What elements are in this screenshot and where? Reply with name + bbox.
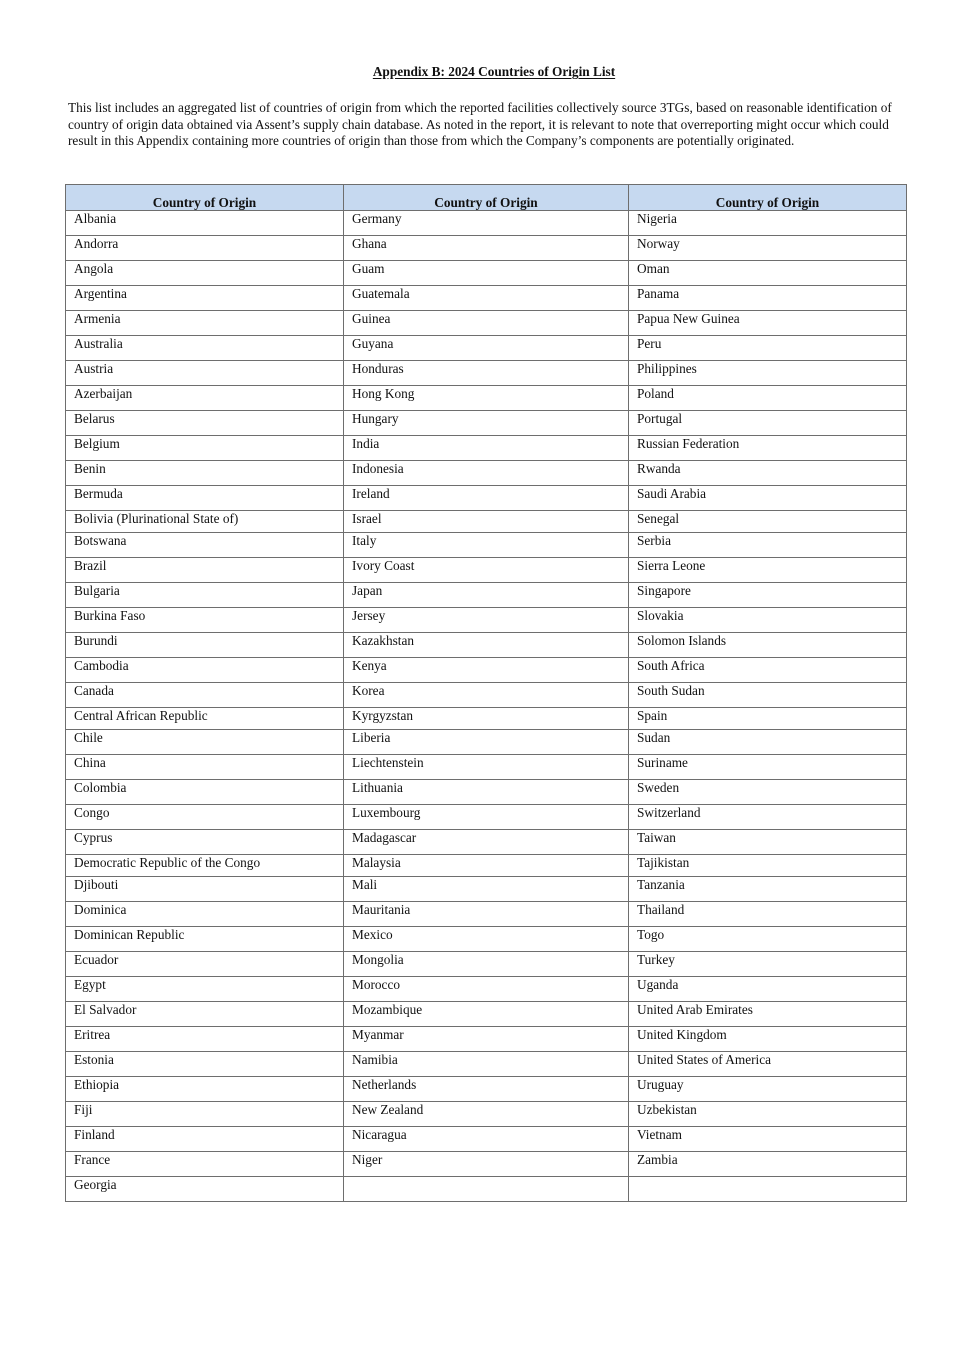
table-cell: Eritrea — [66, 1027, 344, 1052]
table-cell: Mongolia — [344, 952, 629, 977]
table-cell: Angola — [66, 261, 344, 286]
table-row — [66, 461, 907, 486]
table-row — [66, 977, 907, 1002]
table-cell: Estonia — [66, 1052, 344, 1077]
table-cell: Madagascar — [344, 830, 629, 855]
table-row — [66, 1177, 907, 1202]
table-row — [66, 658, 907, 683]
table-cell: Vietnam — [629, 1127, 907, 1152]
table-cell: Ghana — [344, 236, 629, 261]
countries-table — [65, 184, 907, 1202]
table-row — [66, 336, 907, 361]
table-cell: Liberia — [344, 730, 629, 755]
table-row — [66, 411, 907, 436]
table-cell: Uzbekistan — [629, 1102, 907, 1127]
table-row — [66, 583, 907, 608]
table-cell: Hungary — [344, 411, 629, 436]
table-cell: Uruguay — [629, 1077, 907, 1102]
table-cell: Brazil — [66, 558, 344, 583]
table-cell: Australia — [66, 336, 344, 361]
table-cell: Honduras — [344, 361, 629, 386]
table-cell: Ecuador — [66, 952, 344, 977]
table-cell: Ethiopia — [66, 1077, 344, 1102]
table-row — [66, 1127, 907, 1152]
table-cell: Togo — [629, 927, 907, 952]
table-cell: Oman — [629, 261, 907, 286]
table-cell: Andorra — [66, 236, 344, 261]
table-cell: Dominica — [66, 902, 344, 927]
table-cell: Mozambique — [344, 1002, 629, 1027]
table-cell: Guam — [344, 261, 629, 286]
table-cell: Poland — [629, 386, 907, 411]
table-cell: Turkey — [629, 952, 907, 977]
table-cell: Guinea — [344, 311, 629, 336]
table-cell: Rwanda — [629, 461, 907, 486]
table-cell: Japan — [344, 583, 629, 608]
table-row — [66, 361, 907, 386]
table-cell: Taiwan — [629, 830, 907, 855]
table-cell: South Africa — [629, 658, 907, 683]
table-cell: Spain — [629, 708, 907, 730]
table-cell: Bermuda — [66, 486, 344, 511]
table-cell: Uganda — [629, 977, 907, 1002]
table-row — [66, 261, 907, 286]
table-cell: Bolivia (Plurinational State of) — [66, 511, 344, 533]
table-cell: Azerbaijan — [66, 386, 344, 411]
table-row — [66, 708, 907, 730]
table-cell: Belgium — [66, 436, 344, 461]
table-cell: Botswana — [66, 533, 344, 558]
table-cell: Thailand — [629, 902, 907, 927]
table-row — [66, 1152, 907, 1177]
table-cell: Suriname — [629, 755, 907, 780]
table-cell: Serbia — [629, 533, 907, 558]
table-cell: Tanzania — [629, 877, 907, 902]
table-row — [66, 511, 907, 533]
table-cell: Mauritania — [344, 902, 629, 927]
table-cell: Benin — [66, 461, 344, 486]
table-cell: Ireland — [344, 486, 629, 511]
table-cell: Cambodia — [66, 658, 344, 683]
table-cell: Portugal — [629, 411, 907, 436]
table-cell: Burkina Faso — [66, 608, 344, 633]
table-cell: Slovakia — [629, 608, 907, 633]
table-row — [66, 311, 907, 336]
intro-paragraph: This list includes an aggregated list of countries of origin from which the reported facilities collectively source 3TGs, based on reasonable identification of country of origin data obtained via Assent’s supply chain database. As noted in the report, it is relevant to note that overreporting might occur which could result in this Appendix containing more countries of origin than those from which the Company’s components are potentially originated. — [68, 100, 892, 149]
table-cell: Albania — [66, 211, 344, 236]
table-cell: Guatemala — [344, 286, 629, 311]
table-cell: France — [66, 1152, 344, 1177]
table-cell: Germany — [344, 211, 629, 236]
table-cell: Hong Kong — [344, 386, 629, 411]
table-cell: Canada — [66, 683, 344, 708]
column-header: Country of Origin — [629, 185, 907, 211]
table-cell: Niger — [344, 1152, 629, 1177]
table-row — [66, 436, 907, 461]
table-cell: El Salvador — [66, 1002, 344, 1027]
table-cell — [344, 1177, 629, 1202]
column-header: Country of Origin — [344, 185, 629, 211]
table-cell: Kenya — [344, 658, 629, 683]
table-row — [66, 755, 907, 780]
table-cell: Papua New Guinea — [629, 311, 907, 336]
table-cell: United States of America — [629, 1052, 907, 1077]
table-row — [66, 1102, 907, 1127]
table-cell: Dominican Republic — [66, 927, 344, 952]
page-title: Appendix B: 2024 Countries of Origin List — [372, 64, 616, 79]
table-cell: Myanmar — [344, 1027, 629, 1052]
table-cell: Ivory Coast — [344, 558, 629, 583]
table-cell — [629, 1177, 907, 1202]
table-cell: United Kingdom — [629, 1027, 907, 1052]
table-cell: Jersey — [344, 608, 629, 633]
table-row — [66, 286, 907, 311]
table-cell: Namibia — [344, 1052, 629, 1077]
table-cell: Panama — [629, 286, 907, 311]
table-row — [66, 1052, 907, 1077]
table-cell: Malaysia — [344, 855, 629, 877]
table-body — [66, 211, 907, 1202]
table-cell: Philippines — [629, 361, 907, 386]
table-row — [66, 211, 907, 236]
table-cell: Nicaragua — [344, 1127, 629, 1152]
table-cell: Chile — [66, 730, 344, 755]
table-cell: Luxembourg — [344, 805, 629, 830]
table-cell: Saudi Arabia — [629, 486, 907, 511]
table-cell: Morocco — [344, 977, 629, 1002]
table-cell: Switzerland — [629, 805, 907, 830]
table-cell: Peru — [629, 336, 907, 361]
table-row — [66, 855, 907, 877]
table-cell: Central African Republic — [66, 708, 344, 730]
table-cell: Russian Federation — [629, 436, 907, 461]
table-header-row — [66, 185, 907, 211]
table-row — [66, 386, 907, 411]
table-cell: Austria — [66, 361, 344, 386]
table-cell: Norway — [629, 236, 907, 261]
table-row — [66, 533, 907, 558]
table-cell: Mali — [344, 877, 629, 902]
column-header: Country of Origin — [66, 185, 344, 211]
table-cell: Bulgaria — [66, 583, 344, 608]
table-cell: China — [66, 755, 344, 780]
table-cell: Congo — [66, 805, 344, 830]
table-row — [66, 927, 907, 952]
table-cell: India — [344, 436, 629, 461]
table-cell: Korea — [344, 683, 629, 708]
table-row — [66, 1077, 907, 1102]
table-row — [66, 902, 907, 927]
table-row — [66, 558, 907, 583]
table-cell: Kazakhstan — [344, 633, 629, 658]
table-cell: Argentina — [66, 286, 344, 311]
table-cell: New Zealand — [344, 1102, 629, 1127]
table-cell: Kyrgyzstan — [344, 708, 629, 730]
table-cell: Liechtenstein — [344, 755, 629, 780]
table-cell: Nigeria — [629, 211, 907, 236]
table-cell: Israel — [344, 511, 629, 533]
table-cell: Guyana — [344, 336, 629, 361]
table-cell: United Arab Emirates — [629, 1002, 907, 1027]
table-cell: Solomon Islands — [629, 633, 907, 658]
table-cell: Singapore — [629, 583, 907, 608]
table-cell: South Sudan — [629, 683, 907, 708]
table-cell: Sweden — [629, 780, 907, 805]
table-cell: Burundi — [66, 633, 344, 658]
table-cell: Cyprus — [66, 830, 344, 855]
table-cell: Senegal — [629, 511, 907, 533]
table-cell: Tajikistan — [629, 855, 907, 877]
table-cell: Italy — [344, 533, 629, 558]
table-cell: Indonesia — [344, 461, 629, 486]
table-row — [66, 683, 907, 708]
table-row — [66, 805, 907, 830]
table-row — [66, 633, 907, 658]
table-row — [66, 236, 907, 261]
table-row — [66, 608, 907, 633]
table-row — [66, 830, 907, 855]
table-row — [66, 1002, 907, 1027]
table-cell: Fiji — [66, 1102, 344, 1127]
table-row — [66, 952, 907, 977]
table-cell: Lithuania — [344, 780, 629, 805]
table-row — [66, 486, 907, 511]
table-cell: Georgia — [66, 1177, 344, 1202]
table-row — [66, 730, 907, 755]
table-cell: Belarus — [66, 411, 344, 436]
table-cell: Sierra Leone — [629, 558, 907, 583]
table-cell: Colombia — [66, 780, 344, 805]
table-cell: Armenia — [66, 311, 344, 336]
table-cell: Democratic Republic of the Congo — [66, 855, 344, 877]
table-cell: Zambia — [629, 1152, 907, 1177]
table-cell: Djibouti — [66, 877, 344, 902]
table-row — [66, 877, 907, 902]
table-cell: Sudan — [629, 730, 907, 755]
table-cell: Egypt — [66, 977, 344, 1002]
table-cell: Mexico — [344, 927, 629, 952]
table-row — [66, 1027, 907, 1052]
table-row — [66, 780, 907, 805]
table-cell: Finland — [66, 1127, 344, 1152]
table-cell: Netherlands — [344, 1077, 629, 1102]
